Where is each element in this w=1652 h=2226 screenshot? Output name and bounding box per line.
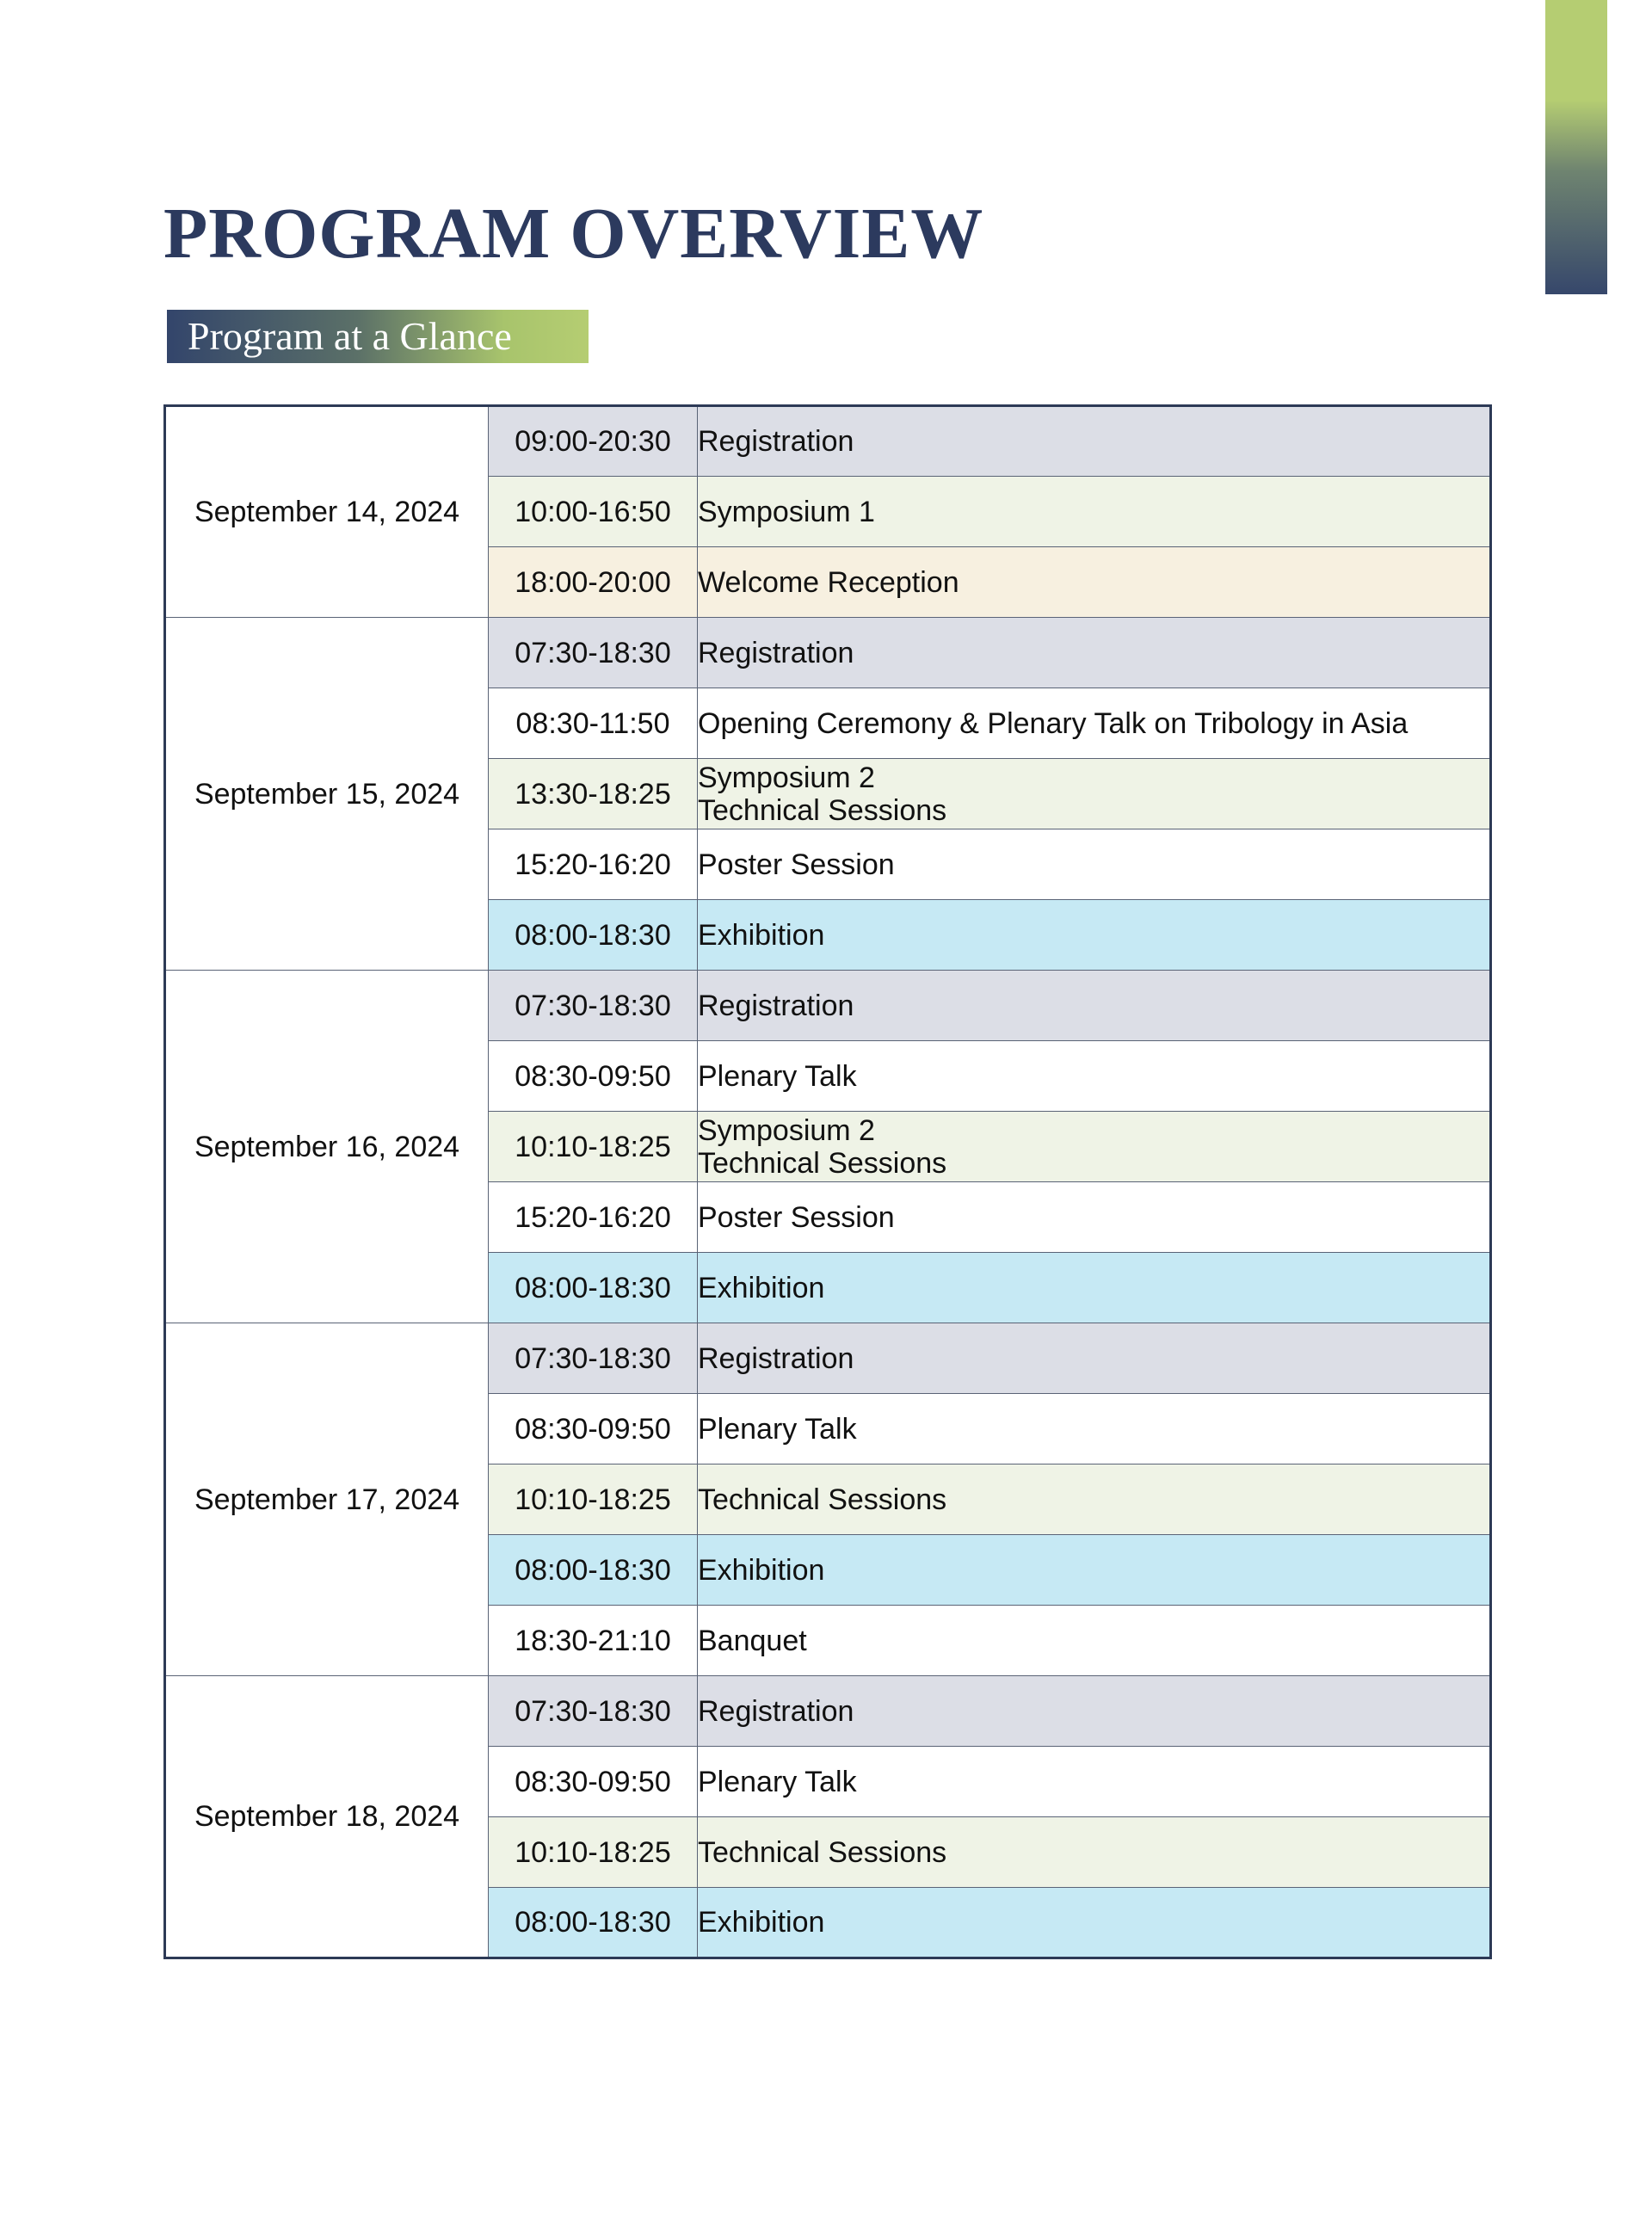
table-row <box>165 618 1491 688</box>
event-label: Plenary Talk <box>698 1412 857 1446</box>
corner-accent-bar <box>1545 0 1607 294</box>
time-cell: 08:00-18:30 <box>489 1888 698 1958</box>
event-cell <box>698 477 1491 547</box>
event-cell <box>698 1464 1491 1535</box>
event-cell <box>698 1676 1491 1747</box>
time-cell: 10:10-18:25 <box>489 1464 698 1535</box>
time-cell: 08:00-18:30 <box>489 1253 698 1323</box>
event-label: Registration <box>698 989 854 1022</box>
date-cell: September 17, 2024 <box>165 1323 489 1676</box>
event-cell <box>698 1817 1491 1888</box>
event-cell <box>698 406 1491 477</box>
event-cell <box>698 971 1491 1041</box>
event-cell <box>698 1041 1491 1112</box>
event-label: Technical Sessions <box>698 1835 947 1869</box>
time-cell: 07:30-18:30 <box>489 1323 698 1394</box>
page-title: PROGRAM OVERVIEW <box>163 194 984 274</box>
table-row <box>165 406 1491 477</box>
time-cell: 08:00-18:30 <box>489 900 698 971</box>
event-label: Plenary Talk <box>698 1059 857 1093</box>
event-label: Welcome Reception <box>698 565 959 599</box>
event-cell <box>698 1182 1491 1253</box>
time-cell: 13:30-18:25 <box>489 759 698 829</box>
event-label: Registration <box>698 1694 854 1728</box>
time-cell: 10:10-18:25 <box>489 1112 698 1182</box>
time-cell: 09:00-20:30 <box>489 406 698 477</box>
event-label: Exhibition <box>698 1553 825 1587</box>
event-label: Exhibition <box>698 1271 825 1304</box>
time-cell: 08:00-18:30 <box>489 1535 698 1606</box>
time-cell: 08:30-11:50 <box>489 688 698 759</box>
time-cell: 08:30-09:50 <box>489 1041 698 1112</box>
event-label: Registration <box>698 636 854 669</box>
event-label: Registration <box>698 1341 854 1375</box>
date-cell: September 15, 2024 <box>165 618 489 971</box>
event-label: Symposium 2 <box>698 1113 875 1147</box>
event-cell <box>698 1888 1491 1958</box>
event-label: Opening Ceremony & Plenary Talk on Tribology in Asia <box>698 706 1409 740</box>
event-label: Exhibition <box>698 1906 825 1939</box>
table-row <box>165 1676 1491 1747</box>
event-label: Technical Sessions <box>698 1146 947 1180</box>
date-cell: September 16, 2024 <box>165 971 489 1323</box>
time-cell: 07:30-18:30 <box>489 618 698 688</box>
table-row <box>165 971 1491 1041</box>
date-cell: September 14, 2024 <box>165 406 489 618</box>
time-cell: 18:30-21:10 <box>489 1606 698 1676</box>
time-cell: 10:00-16:50 <box>489 477 698 547</box>
event-cell <box>698 1606 1491 1676</box>
time-cell: 07:30-18:30 <box>489 971 698 1041</box>
event-label: Poster Session <box>698 1200 895 1234</box>
event-label: Symposium 2 <box>698 761 875 794</box>
event-cell <box>698 1747 1491 1817</box>
event-cell <box>698 1535 1491 1606</box>
time-cell: 08:30-09:50 <box>489 1394 698 1464</box>
event-label: Symposium 1 <box>698 495 875 528</box>
event-label: Technical Sessions <box>698 793 947 827</box>
event-label: Banquet <box>698 1624 807 1657</box>
time-cell: 07:30-18:30 <box>489 1676 698 1747</box>
time-cell: 10:10-18:25 <box>489 1817 698 1888</box>
event-cell <box>698 1112 1491 1182</box>
event-cell <box>698 1253 1491 1323</box>
event-cell <box>698 759 1491 829</box>
event-cell <box>698 618 1491 688</box>
time-cell: 15:20-16:20 <box>489 829 698 900</box>
event-cell <box>698 829 1491 900</box>
event-label: Exhibition <box>698 918 825 952</box>
date-cell: September 18, 2024 <box>165 1676 489 1958</box>
time-cell: 15:20-16:20 <box>489 1182 698 1253</box>
table-row <box>165 1323 1491 1394</box>
program-schedule-table <box>163 404 1492 1959</box>
event-label: Poster Session <box>698 848 895 881</box>
event-label: Plenary Talk <box>698 1765 857 1798</box>
event-label: Registration <box>698 425 854 458</box>
event-cell <box>698 900 1491 971</box>
event-label: Technical Sessions <box>698 1483 947 1516</box>
event-cell <box>698 1394 1491 1464</box>
time-cell: 18:00-20:00 <box>489 547 698 618</box>
event-cell <box>698 1323 1491 1394</box>
time-cell: 08:30-09:50 <box>489 1747 698 1817</box>
schedule-body <box>165 406 1491 1958</box>
event-cell <box>698 688 1491 759</box>
event-cell <box>698 547 1491 618</box>
section-subtitle: Program at a Glance <box>167 310 589 363</box>
